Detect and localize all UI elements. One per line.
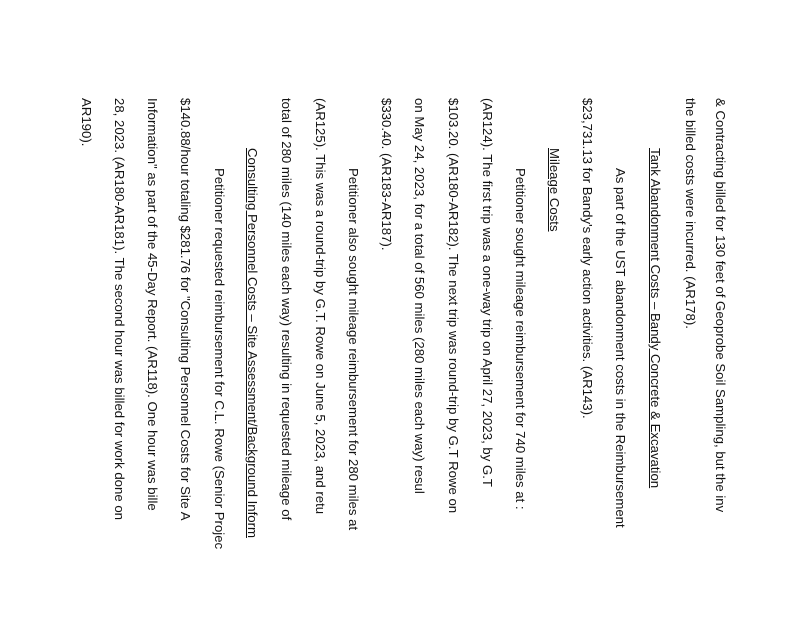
rotated-text-block: [70, 98, 730, 618]
text-line: As part of the UST abandonment costs in the Reimbursement: [613, 168, 628, 528]
text-line: the billed costs were incurred. (AR178).: [683, 98, 698, 329]
text-line: AR190).: [79, 98, 94, 147]
text-line: & Contracting billed for 130 feet of Geoprobe Soil Sampling, but the inv: [713, 98, 728, 513]
text-line: 28, 2023. (AR180-AR181). The second hour was billed for work done on: [112, 98, 127, 521]
text-line: Information" as part of the 45-Day Report. (AR118). One hour was bille: [145, 98, 160, 511]
text-line: (AR124). The first trip was a one-way trip on April 27, 2023, by G.T: [480, 98, 495, 487]
text-line: $140.88/hour totaling $281.76 for "Consulting Personnel Costs for Site A: [178, 98, 193, 521]
text-line: $103.20. (AR180-AR182). The next trip was round-trip by G.T Rowe on: [446, 98, 461, 514]
text-line: on May 24, 2023, for a total of 560 miles (280 miles each way) resul: [412, 98, 427, 494]
section-heading-mileage: Mileage Costs: [547, 148, 562, 232]
text-line: total of 280 miles (140 miles each way) resulting in requested mileage of: [279, 98, 294, 521]
text-line: Petitioner sought mileage reimbursement for 740 miles at :: [513, 168, 528, 510]
section-heading-consulting-personnel: Consulting Personnel Costs – Site Assessment/Background Inform: [245, 148, 260, 538]
section-heading-tank-abandonment: Tank Abandonment Costs – Bandy Concrete & Excavation: [648, 148, 663, 489]
text-line: (AR125). This was a round-trip by G.T. Rowe on June 5, 2023, and retu: [313, 98, 328, 515]
text-line: $330.40. (AR183-AR187).: [379, 98, 394, 251]
text-line: Petitioner requested reimbursement for C.L. Rowe (Senior Projec: [212, 168, 227, 550]
text-line: $23,731.13 for Bandy's early action activities. (AR143).: [580, 98, 595, 419]
text-line: Petitioner also sought mileage reimbursement for 280 miles at: [346, 168, 361, 531]
